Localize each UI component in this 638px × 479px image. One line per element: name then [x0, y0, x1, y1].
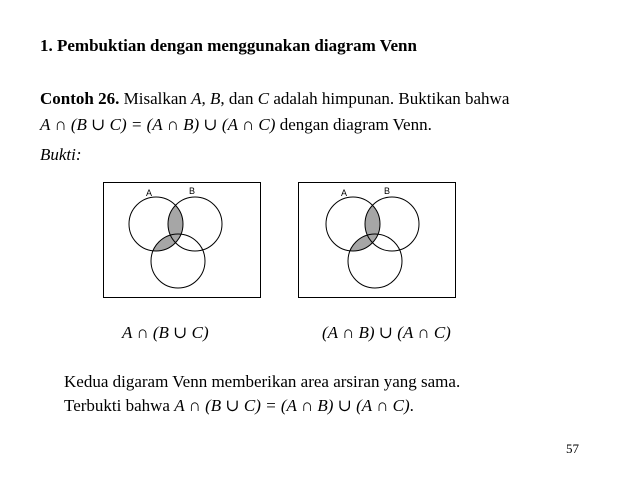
venn-diagram-1 [103, 182, 261, 298]
proof-label [40, 145, 82, 165]
example-text-4: adalah himpunan. Buktikan bahwa [269, 89, 510, 108]
conclusion-line-1: Kedua digaram Venn memberikan area arsiran yang sama. [64, 372, 461, 391]
identity-formula: A ∩ (B ∪ C) = (A ∩ B) ∪ (A ∩ C) [40, 115, 276, 134]
conclusion-line-2 [64, 396, 414, 416]
label-b: B [384, 186, 391, 196]
example-statement-line-2 [40, 115, 432, 135]
example-text-1: Misalkan [119, 89, 192, 108]
universal-set-box [104, 183, 261, 298]
example-text-3: , dan [220, 89, 258, 108]
caption-diagram-2 [322, 323, 451, 343]
caption-diagram-1 [122, 323, 209, 343]
section-heading: 1. Pembuktian dengan menggunakan diagram Venn [40, 36, 417, 55]
label-a: A [341, 188, 348, 198]
universal-set-box [299, 183, 456, 298]
shaded-region [348, 197, 419, 288]
caption-2-text: (A ∩ B) ∪ (A ∩ C) [322, 323, 451, 342]
set-b: B [210, 89, 221, 108]
label-a: A [146, 188, 153, 198]
circle-c [151, 234, 205, 288]
page-number: 57 [566, 441, 579, 456]
shaded-region [151, 197, 222, 288]
set-a: A [191, 89, 202, 108]
venn-diagram-1-svg [103, 182, 261, 298]
caption-1-text: A ∩ (B ∪ C) [122, 323, 209, 342]
example-label: Contoh 26. [40, 89, 120, 108]
conclusion-prefix: Terbukti bahwa [64, 396, 175, 415]
example-text-5: dengan diagram Venn. [275, 115, 432, 134]
example-text-2: , [201, 89, 211, 108]
conclusion-suffix: . [409, 396, 414, 415]
conclusion-formula: A ∩ (B ∪ C) = (A ∩ B) ∪ (A ∩ C) [174, 396, 410, 415]
venn-diagram-2-svg [298, 182, 456, 298]
proof-label-text: Bukti: [40, 145, 82, 164]
example-statement-line-1 [40, 89, 509, 109]
label-b: B [189, 186, 196, 196]
circle-c [348, 234, 402, 288]
set-c: C [257, 89, 270, 108]
venn-diagram-2 [298, 182, 456, 298]
